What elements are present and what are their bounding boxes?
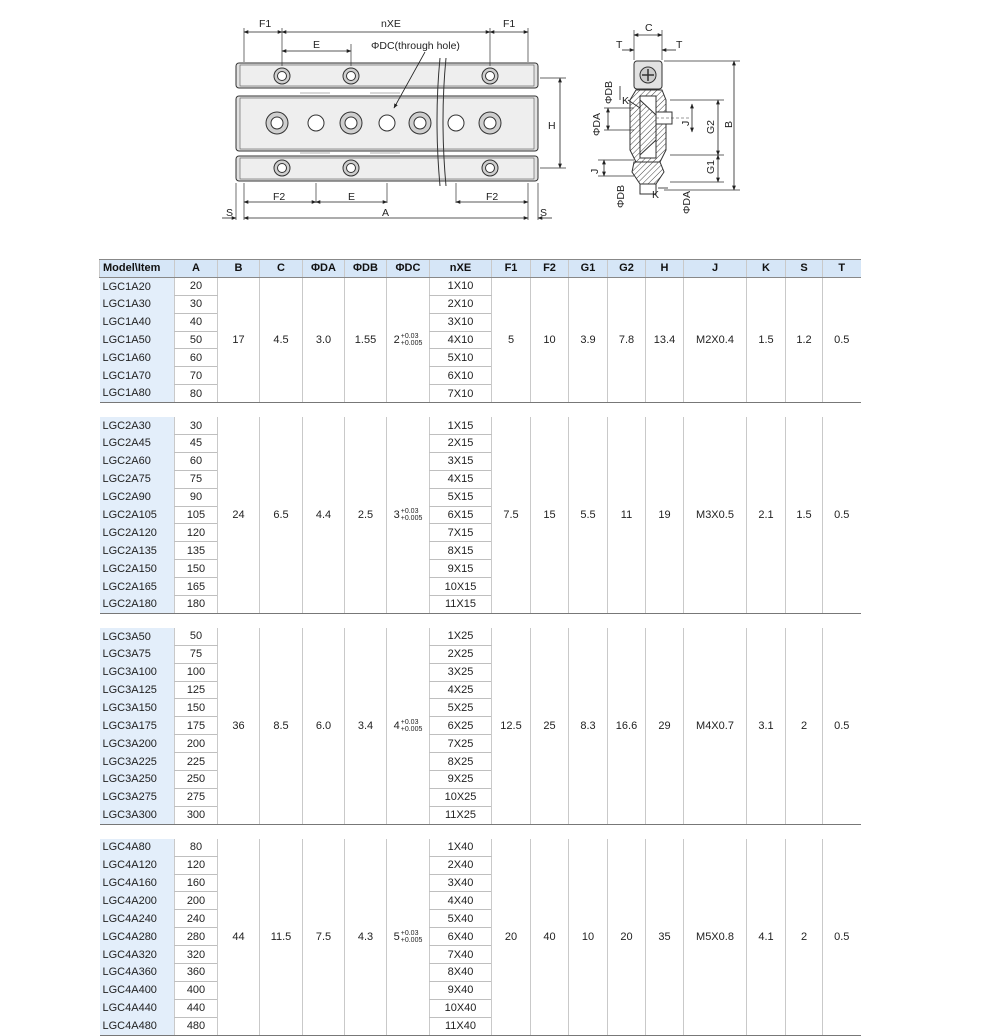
nxe-cell: 10X40 <box>430 999 492 1017</box>
model-cell: LGC3A150 <box>100 699 175 717</box>
label-da-top: ΦDA <box>591 113 603 136</box>
label-da-bottom: ΦDA <box>681 191 693 214</box>
table-row <box>100 628 861 645</box>
dc-cell <box>387 628 430 824</box>
s-cell: 1.2 <box>786 277 823 402</box>
model-cell: LGC4A80 <box>100 839 175 856</box>
a-cell: 120 <box>175 856 218 874</box>
label-t-left: T <box>616 39 623 51</box>
model-cell: LGC4A400 <box>100 981 175 999</box>
dc-upper: +0.03 <box>400 718 419 726</box>
db-cell: 3.4 <box>345 628 387 824</box>
a-cell: 200 <box>175 735 218 753</box>
a-cell: 440 <box>175 999 218 1017</box>
model-cell: LGC4A160 <box>100 874 175 892</box>
g2-cell: 7.8 <box>608 277 646 402</box>
model-cell: LGC2A60 <box>100 452 175 470</box>
c-cell: 6.5 <box>260 417 303 613</box>
nxe-cell: 3X10 <box>430 313 492 331</box>
label-c: C <box>645 22 653 34</box>
a-cell: 100 <box>175 663 218 681</box>
model-cell: LGC1A80 <box>100 385 175 403</box>
dc-tolerance <box>401 508 423 522</box>
label-k-bottom: K <box>652 189 660 201</box>
column-header: T <box>823 260 861 278</box>
nxe-cell: 1X15 <box>430 417 492 434</box>
model-cell: LGC2A45 <box>100 435 175 453</box>
f2-cell: 25 <box>531 628 569 824</box>
model-cell: LGC3A275 <box>100 788 175 806</box>
label-g2: G2 <box>705 119 717 134</box>
model-cell: LGC3A225 <box>100 753 175 771</box>
model-cell: LGC3A250 <box>100 771 175 789</box>
dc-tolerance <box>401 930 423 944</box>
label-e-top: E <box>313 39 321 51</box>
g1-cell: 10 <box>569 839 608 1035</box>
column-header: F2 <box>531 260 569 278</box>
b-cell: 17 <box>218 277 260 402</box>
nxe-cell: 3X15 <box>430 452 492 470</box>
b-cell: 24 <box>218 417 260 613</box>
label-f2-left: F2 <box>273 191 286 203</box>
label-t-right: T <box>676 39 683 51</box>
model-cell: LGC2A150 <box>100 560 175 578</box>
j-cell: M2X0.4 <box>684 277 747 402</box>
model-cell: LGC2A135 <box>100 542 175 560</box>
t-cell: 0.5 <box>823 628 861 824</box>
j-cell: M4X0.7 <box>684 628 747 824</box>
column-header: F1 <box>492 260 531 278</box>
model-cell: LGC2A120 <box>100 524 175 542</box>
dc-cell <box>387 277 430 402</box>
dc-value: 2 <box>393 334 400 346</box>
t-cell: 0.5 <box>823 277 861 402</box>
nxe-cell: 6X10 <box>430 367 492 385</box>
a-cell: 165 <box>175 578 218 596</box>
spec-table <box>99 259 861 1036</box>
a-cell: 150 <box>175 699 218 717</box>
a-cell: 180 <box>175 596 218 614</box>
model-cell: LGC1A70 <box>100 367 175 385</box>
technical-drawing <box>0 0 1000 250</box>
nxe-cell: 4X25 <box>430 681 492 699</box>
f1-cell: 5 <box>492 277 531 402</box>
column-header: ΦDB <box>345 260 387 278</box>
group-spacer <box>100 403 861 418</box>
s-cell: 2 <box>786 628 823 824</box>
model-cell: LGC4A360 <box>100 963 175 981</box>
db-cell: 4.3 <box>345 839 387 1035</box>
dc-value: 3 <box>393 509 400 522</box>
label-j-bottom: J <box>589 168 601 174</box>
model-cell: LGC3A175 <box>100 717 175 735</box>
label-k-top: K <box>622 95 630 107</box>
a-cell: 480 <box>175 1017 218 1035</box>
nxe-cell: 7X10 <box>430 385 492 403</box>
model-cell: LGC2A105 <box>100 506 175 524</box>
dc-lower: +0.005 <box>400 725 423 733</box>
nxe-cell: 3X40 <box>430 874 492 892</box>
g1-cell: 3.9 <box>569 277 608 402</box>
k-cell: 3.1 <box>747 628 786 824</box>
t-cell: 0.5 <box>823 839 861 1035</box>
a-cell: 40 <box>175 313 218 331</box>
header-row <box>100 260 861 278</box>
dc-lower: +0.005 <box>400 515 423 523</box>
model-cell: LGC4A320 <box>100 946 175 964</box>
nxe-cell: 1X25 <box>430 628 492 645</box>
side-view <box>598 30 740 194</box>
column-header: J <box>684 260 747 278</box>
a-cell: 135 <box>175 542 218 560</box>
nxe-cell: 6X15 <box>430 506 492 524</box>
label-e-bottom: E <box>348 191 356 203</box>
nxe-cell: 9X15 <box>430 560 492 578</box>
a-cell: 50 <box>175 331 218 349</box>
table-row <box>100 277 861 295</box>
model-cell: LGC2A165 <box>100 578 175 596</box>
nxe-cell: 10X15 <box>430 578 492 596</box>
da-cell: 6.0 <box>303 628 345 824</box>
label-s-left: S <box>226 207 234 219</box>
a-cell: 75 <box>175 470 218 488</box>
nxe-cell: 9X25 <box>430 771 492 789</box>
a-cell: 160 <box>175 874 218 892</box>
g2-cell: 16.6 <box>608 628 646 824</box>
a-cell: 150 <box>175 560 218 578</box>
a-cell: 30 <box>175 295 218 313</box>
label-j-top: J <box>680 120 692 126</box>
s-cell: 2 <box>786 839 823 1035</box>
model-cell: LGC3A50 <box>100 628 175 645</box>
dc-lower: +0.005 <box>400 340 423 348</box>
a-cell: 280 <box>175 928 218 946</box>
dc-upper: +0.03 <box>400 929 419 937</box>
model-cell: LGC3A300 <box>100 806 175 824</box>
db-cell: 1.55 <box>345 277 387 402</box>
model-cell: LGC4A440 <box>100 999 175 1017</box>
k-cell: 1.5 <box>747 277 786 402</box>
label-s-right: S <box>540 207 548 219</box>
f2-cell: 10 <box>531 277 569 402</box>
a-cell: 30 <box>175 417 218 434</box>
f1-cell: 12.5 <box>492 628 531 824</box>
model-cell: LGC1A30 <box>100 295 175 313</box>
model-cell: LGC1A50 <box>100 331 175 349</box>
j-cell: M5X0.8 <box>684 839 747 1035</box>
nxe-cell: 1X40 <box>430 839 492 856</box>
dc-upper: +0.03 <box>400 508 419 516</box>
column-header: A <box>175 260 218 278</box>
dc-tolerance <box>401 333 423 347</box>
a-cell: 60 <box>175 349 218 367</box>
nxe-cell: 10X25 <box>430 788 492 806</box>
a-cell: 360 <box>175 963 218 981</box>
a-cell: 225 <box>175 753 218 771</box>
column-header: Model\Item <box>100 260 175 278</box>
a-cell: 45 <box>175 435 218 453</box>
a-cell: 120 <box>175 524 218 542</box>
nxe-cell: 4X40 <box>430 892 492 910</box>
model-cell: LGC1A20 <box>100 277 175 295</box>
a-cell: 75 <box>175 645 218 663</box>
a-cell: 80 <box>175 385 218 403</box>
h-cell: 35 <box>646 839 684 1035</box>
label-f1-right: F1 <box>503 18 516 30</box>
model-cell: LGC1A40 <box>100 313 175 331</box>
a-cell: 60 <box>175 452 218 470</box>
dc-upper: +0.03 <box>400 333 419 341</box>
nxe-cell: 2X10 <box>430 295 492 313</box>
label-h: H <box>548 120 556 132</box>
nxe-cell: 3X25 <box>430 663 492 681</box>
a-cell: 250 <box>175 771 218 789</box>
h-cell: 13.4 <box>646 277 684 402</box>
nxe-cell: 5X10 <box>430 349 492 367</box>
a-cell: 300 <box>175 806 218 824</box>
nxe-cell: 7X15 <box>430 524 492 542</box>
nxe-cell: 2X25 <box>430 645 492 663</box>
nxe-cell: 7X25 <box>430 735 492 753</box>
g1-cell: 8.3 <box>569 628 608 824</box>
c-cell: 8.5 <box>260 628 303 824</box>
nxe-cell: 9X40 <box>430 981 492 999</box>
dc-cell <box>387 417 430 613</box>
nxe-cell: 8X25 <box>430 753 492 771</box>
label-f2-right: F2 <box>486 191 499 203</box>
b-cell: 44 <box>218 839 260 1035</box>
nxe-cell: 8X40 <box>430 963 492 981</box>
model-cell: LGC2A30 <box>100 417 175 434</box>
model-cell: LGC3A125 <box>100 681 175 699</box>
nxe-cell: 1X10 <box>430 277 492 295</box>
a-cell: 200 <box>175 892 218 910</box>
nxe-cell: 11X25 <box>430 806 492 824</box>
b-cell: 36 <box>218 628 260 824</box>
nxe-cell: 5X25 <box>430 699 492 717</box>
column-header: nXE <box>430 260 492 278</box>
a-cell: 50 <box>175 628 218 645</box>
nxe-cell: 5X40 <box>430 910 492 928</box>
column-header: G2 <box>608 260 646 278</box>
spacer-cell <box>100 403 861 418</box>
s-cell: 1.5 <box>786 417 823 613</box>
nxe-cell: 4X10 <box>430 331 492 349</box>
dc-value: 4 <box>393 719 400 732</box>
nxe-cell: 4X15 <box>430 470 492 488</box>
column-header: S <box>786 260 823 278</box>
label-g1: G1 <box>705 159 717 174</box>
k-cell: 4.1 <box>747 839 786 1035</box>
a-cell: 240 <box>175 910 218 928</box>
model-cell: LGC3A200 <box>100 735 175 753</box>
g2-cell: 20 <box>608 839 646 1035</box>
model-cell: LGC4A240 <box>100 910 175 928</box>
label-db-top: ΦDB <box>603 81 615 104</box>
table-row <box>100 839 861 856</box>
da-cell: 4.4 <box>303 417 345 613</box>
column-header: ΦDC <box>387 260 430 278</box>
k-cell: 2.1 <box>747 417 786 613</box>
a-cell: 275 <box>175 788 218 806</box>
f2-cell: 15 <box>531 417 569 613</box>
model-cell: LGC3A100 <box>100 663 175 681</box>
column-header: G1 <box>569 260 608 278</box>
column-header: B <box>218 260 260 278</box>
nxe-cell: 6X25 <box>430 717 492 735</box>
spacer-cell <box>100 613 861 628</box>
model-cell: LGC4A280 <box>100 928 175 946</box>
model-cell: LGC4A200 <box>100 892 175 910</box>
label-nxe: nXE <box>381 18 401 30</box>
a-cell: 90 <box>175 488 218 506</box>
a-cell: 20 <box>175 277 218 295</box>
dc-lower: +0.005 <box>400 936 423 944</box>
j-cell: M3X0.5 <box>684 417 747 613</box>
a-cell: 400 <box>175 981 218 999</box>
nxe-cell: 11X40 <box>430 1017 492 1035</box>
f2-cell: 40 <box>531 839 569 1035</box>
nxe-cell: 6X40 <box>430 928 492 946</box>
label-db-bottom: ΦDB <box>615 185 627 208</box>
group-spacer <box>100 824 861 839</box>
dc-tolerance <box>401 719 423 733</box>
spacer-cell <box>100 824 861 839</box>
table-row <box>100 417 861 434</box>
label-b: B <box>723 120 735 128</box>
model-cell: LGC2A90 <box>100 488 175 506</box>
h-cell: 29 <box>646 628 684 824</box>
nxe-cell: 2X15 <box>430 435 492 453</box>
nxe-cell: 11X15 <box>430 596 492 614</box>
label-dc: ΦDC(through hole) <box>371 40 460 52</box>
g1-cell: 5.5 <box>569 417 608 613</box>
a-cell: 125 <box>175 681 218 699</box>
column-header: C <box>260 260 303 278</box>
nxe-cell: 5X15 <box>430 488 492 506</box>
f1-cell: 7.5 <box>492 417 531 613</box>
group-spacer <box>100 613 861 628</box>
t-cell: 0.5 <box>823 417 861 613</box>
a-cell: 320 <box>175 946 218 964</box>
a-cell: 70 <box>175 367 218 385</box>
label-a: A <box>382 207 390 219</box>
model-cell: LGC2A180 <box>100 596 175 614</box>
label-f1-left: F1 <box>259 18 272 30</box>
da-cell: 7.5 <box>303 839 345 1035</box>
dc-cell <box>387 839 430 1035</box>
f1-cell: 20 <box>492 839 531 1035</box>
nxe-cell: 2X40 <box>430 856 492 874</box>
a-cell: 175 <box>175 717 218 735</box>
column-header: H <box>646 260 684 278</box>
a-cell: 80 <box>175 839 218 856</box>
model-cell: LGC4A480 <box>100 1017 175 1035</box>
h-cell: 19 <box>646 417 684 613</box>
model-cell: LGC1A60 <box>100 349 175 367</box>
dc-value: 5 <box>393 930 400 943</box>
da-cell: 3.0 <box>303 277 345 402</box>
column-header: ΦDA <box>303 260 345 278</box>
nxe-cell: 8X15 <box>430 542 492 560</box>
model-cell: LGC2A75 <box>100 470 175 488</box>
c-cell: 4.5 <box>260 277 303 402</box>
db-cell: 2.5 <box>345 417 387 613</box>
model-cell: LGC4A120 <box>100 856 175 874</box>
g2-cell: 11 <box>608 417 646 613</box>
c-cell: 11.5 <box>260 839 303 1035</box>
a-cell: 105 <box>175 506 218 524</box>
nxe-cell: 7X40 <box>430 946 492 964</box>
model-cell: LGC3A75 <box>100 645 175 663</box>
column-header: K <box>747 260 786 278</box>
